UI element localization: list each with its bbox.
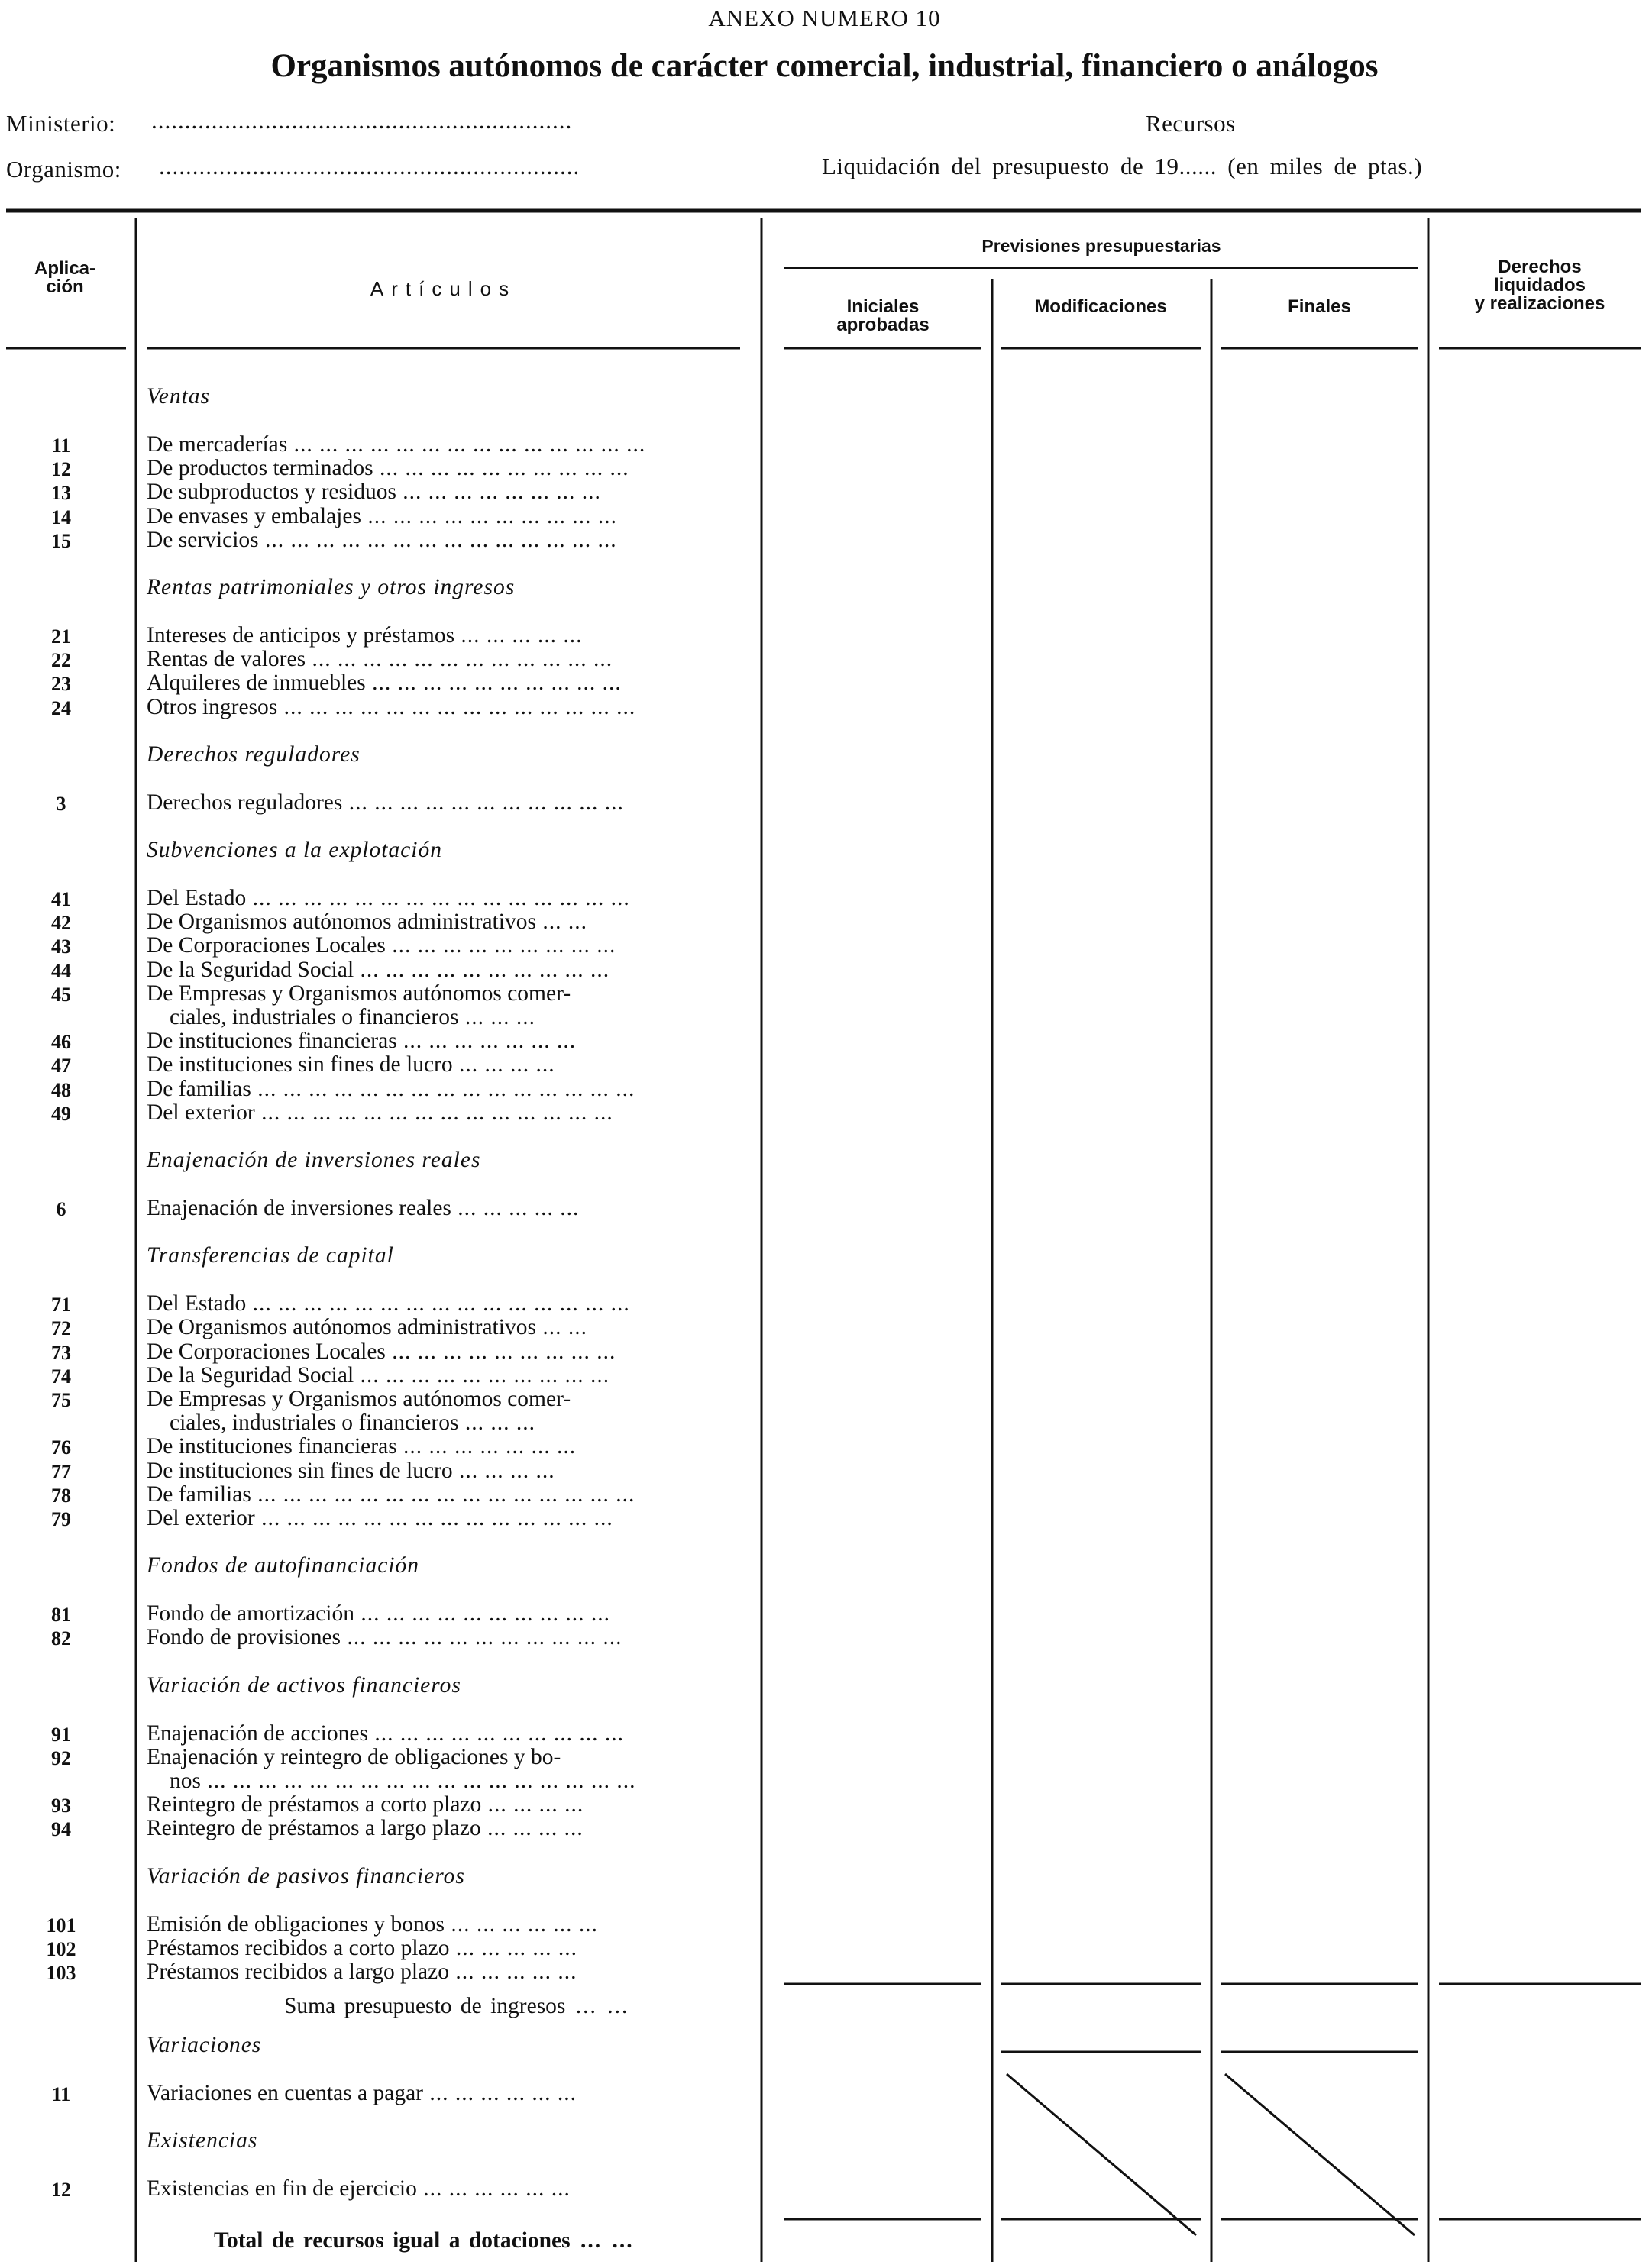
row-article-text: De familias: [147, 1076, 251, 1101]
row-code: 46: [51, 1031, 71, 1054]
row-article-text: De servicios: [147, 527, 259, 552]
row-article-text: De familias: [147, 1481, 251, 1507]
leader-dots: ... ... ... ... ... ... ... ... ... ...: [373, 456, 629, 481]
row-article: [147, 1292, 742, 1316]
total-label: Total de recursos igual a dotaciones ... ...: [214, 2228, 634, 2253]
row-article-text: De Organismos autónomos administrativos: [147, 1315, 536, 1340]
row-article-text: Intereses de anticipos y préstamos: [147, 623, 455, 648]
section-title: Transferencias de capital: [147, 1243, 394, 1268]
row-code: 48: [51, 1078, 71, 1101]
row-article: [170, 1769, 765, 1793]
row-article-text: De instituciones sin fines de lucro: [147, 1458, 453, 1483]
leader-dots: ... ... ... ...: [481, 1792, 584, 1817]
row-article-text: Derechos reguladores: [147, 790, 343, 815]
row-code: 47: [51, 1055, 71, 1077]
section-title: Enajenación de inversiones reales: [147, 1148, 481, 1172]
row-article-text: Otros ingresos: [147, 694, 278, 719]
strike-modificaciones: [1007, 2074, 1196, 2235]
row-code: 49: [51, 1102, 71, 1125]
row-article-text: De la Seguridad Social: [147, 1362, 354, 1388]
row-article: [147, 1793, 742, 1817]
leader-dots: ... ... ... ... ... ... ... ... ... ... ...: [342, 790, 624, 815]
row-article: [147, 1746, 742, 1769]
section-title: Variaciones: [147, 2033, 262, 2057]
row-article-text: Enajenación de acciones: [147, 1720, 368, 1746]
organismo-blank: ...............................................................: [159, 153, 580, 179]
row-code: 75: [51, 1389, 71, 1411]
row-article: [147, 1602, 742, 1626]
row-article: [147, 457, 742, 480]
row-article-text: Préstamos recibidos a corto plazo: [147, 1935, 450, 1960]
row-code: 79: [51, 1508, 71, 1530]
leader-dots: ... ... ... ... ... ... ... ... ... ... ... ... ... ...: [254, 1506, 613, 1530]
row-code: 13: [51, 482, 71, 505]
section-title: Existencias: [147, 2128, 258, 2153]
row-article: [147, 1817, 742, 1840]
row-code: 103: [46, 1962, 76, 1984]
row-article: [147, 1626, 742, 1649]
row-code: 21: [51, 625, 71, 648]
leader-dots: ... ... ...: [458, 1410, 535, 1436]
leader-dots: ... ... ... ... ... ... ... ... ... ... ... ...: [306, 647, 613, 672]
row-article: [147, 505, 742, 528]
row-article: [147, 1937, 742, 1960]
row-article: [147, 934, 742, 958]
section-title: Fondos de autofinanciación: [147, 1553, 420, 1578]
row-code: 73: [51, 1341, 71, 1364]
row-article-text: Del Estado: [147, 886, 247, 910]
row-code: 3: [56, 792, 66, 815]
leader-dots: ... ... ...: [458, 1005, 535, 1029]
row-article: [147, 910, 742, 934]
row-code: 11: [51, 2083, 71, 2105]
row-code: 12: [51, 2179, 71, 2202]
row-article-text: De instituciones financieras: [147, 1434, 397, 1459]
leader-dots: ... ... ... ... ... ... ... ... ... ... ...: [341, 1625, 622, 1650]
row-article: [147, 648, 742, 671]
row-article: [147, 1435, 742, 1459]
leader-dots: ... ... ... ... ... ... ... ... ... ... ... ... ... ...: [258, 527, 617, 552]
aplicacion-header: Aplica- ción: [34, 258, 95, 297]
row-article-text: De Empresas y Organismos autónomos comer-: [147, 981, 571, 1006]
leader-dots: ... ... ... ... ... ... ... ... ... ... ... ... ... ...: [277, 694, 636, 719]
row-code: 74: [51, 1365, 71, 1388]
row-code: 23: [51, 673, 71, 696]
row-code: 6: [56, 1198, 66, 1220]
leader-dots: ... ... ... ... ... ...: [445, 1911, 599, 1937]
row-article-text: De la Seguridad Social: [147, 957, 354, 982]
leader-dots: ... ... ... ... ... ... ...: [396, 1434, 577, 1459]
row-code: 102: [46, 1937, 76, 1960]
row-code: 76: [51, 1436, 71, 1459]
leader-dots: ... ... ... ... ... ... ... ... ... ...: [354, 957, 610, 982]
leader-dots: ... ... ... ... ...: [454, 623, 583, 648]
row-article-text: Del exterior: [147, 1506, 255, 1530]
row-article-text: ciales, industriales o financieros: [170, 1410, 459, 1436]
row-article-text: Enajenación de inversiones reales: [147, 1196, 451, 1220]
leader-dots: ... ... ... ... ... ... ... ...: [396, 480, 601, 505]
leader-dots: ... ... ... ... ... ... ... ... ... ...: [367, 1720, 624, 1746]
row-article-text: Fondo de provisiones: [147, 1625, 341, 1650]
ministerio-blank: ...............................................................: [151, 107, 573, 134]
row-article: [147, 887, 742, 910]
row-article: [147, 1507, 742, 1530]
row-article: [147, 1316, 742, 1339]
row-article: [147, 624, 742, 648]
leader-dots: ... ... ... ...: [452, 1458, 555, 1483]
section-title: Variación de activos financieros: [147, 1672, 461, 1698]
leader-dots: ... ... ... ... ... ... ... ... ... ... ... ... ... ... ...: [251, 1481, 635, 1507]
row-code: 45: [51, 983, 71, 1006]
row-article: [147, 671, 742, 695]
organismo-label: Organismo:: [6, 156, 121, 183]
row-article-text: nos: [170, 1769, 201, 1793]
leader-dots: ... ... ... ... ... ... ... ... ...: [385, 1339, 616, 1364]
row-article-text: De productos terminados: [147, 456, 373, 481]
leader-dots: ... ... ... ... ... ... ... ... ... ... ... ... ... ...: [287, 432, 646, 457]
strike-finales: [1225, 2074, 1415, 2235]
row-article: [147, 2082, 742, 2105]
row-article-text: De instituciones sin fines de lucro: [147, 1052, 453, 1077]
row-article-text: De Empresas y Organismos autónomos comer-: [147, 1387, 571, 1411]
row-code: 92: [51, 1746, 71, 1769]
leader-dots: ... ...: [535, 1315, 587, 1340]
row-code: 41: [51, 888, 71, 910]
leader-dots: ... ... ... ... ... ... ... ... ... ...: [361, 503, 617, 528]
iniciales-header: Iniciales aprobadas: [836, 296, 930, 335]
leader-dots: ... ... ... ... ... ... ... ... ... ... ... ... ... ...: [254, 1100, 613, 1125]
row-code: 22: [51, 649, 71, 672]
row-article: [147, 1053, 742, 1077]
leader-dots: ... ... ... ... ... ... ...: [396, 1029, 577, 1054]
row-article: [147, 1388, 742, 1411]
section-title: Variación de pasivos financieros: [147, 1863, 465, 1888]
row-article-text: Préstamos recibidos a largo plazo: [147, 1959, 449, 1984]
row-article: [147, 1722, 742, 1746]
leader-dots: ... ... ... ... ...: [448, 1959, 577, 1984]
row-article-text: Fondo de amortización: [147, 1601, 354, 1627]
row-code: 24: [51, 696, 71, 719]
ministerio-label: Ministerio:: [6, 110, 116, 137]
row-code: 94: [51, 1818, 71, 1841]
derechos-header: Derechos liquidados y realizaciones: [1474, 257, 1605, 314]
subtotal-label: Suma presupuesto de ingresos ... ...: [284, 1994, 629, 2018]
row-code: 72: [51, 1317, 71, 1340]
section-title: Rentas patrimoniales y otros ingresos: [147, 575, 516, 599]
row-article-text: Del Estado: [147, 1291, 247, 1317]
row-article: [147, 480, 742, 504]
row-code: 82: [51, 1627, 71, 1650]
row-article: [147, 1077, 742, 1101]
row-article: [147, 958, 742, 982]
row-code: 12: [51, 458, 71, 481]
finales-header: Finales: [1288, 296, 1351, 317]
row-article-text: Enajenación y reintegro de obligaciones y bo-: [147, 1744, 561, 1769]
row-article-text: Reintegro de préstamos a corto plazo: [147, 1792, 482, 1817]
leader-dots: ... ... ... ... ... ... ... ... ... ... ... ... ... ... ...: [251, 1076, 635, 1101]
leader-dots: ... ... ... ... ... ... ... ... ... ... ... ... ... ... ... ... ...: [200, 1769, 636, 1793]
leader-dots: ... ... ... ... ... ... ... ... ... ...: [354, 1601, 610, 1627]
row-article-text: Del exterior: [147, 1100, 255, 1125]
leader-dots: ... ... ... ... ... ...: [416, 2176, 571, 2202]
row-code: 81: [51, 1604, 71, 1627]
modificaciones-header: Modificaciones: [1034, 296, 1167, 317]
row-article-text: ciales, industriales o financieros: [170, 1005, 459, 1029]
row-code: 101: [46, 1914, 76, 1937]
row-article: [147, 1483, 742, 1507]
row-code: 93: [51, 1795, 71, 1817]
row-article-text: Rentas de valores: [147, 647, 306, 672]
row-code: 15: [51, 529, 71, 552]
leader-dots: ... ... ... ... ...: [451, 1196, 580, 1220]
section-title: Derechos reguladores: [147, 741, 361, 767]
row-article: [147, 791, 742, 815]
row-code: 42: [51, 912, 71, 935]
leader-dots: ... ... ... ... ... ... ... ... ... ... ... ... ... ... ...: [246, 1291, 630, 1317]
row-article: [147, 696, 742, 719]
row-article: [147, 1340, 742, 1364]
row-code: 71: [51, 1294, 71, 1317]
row-article-text: Variaciones en cuentas a pagar: [147, 2081, 424, 2105]
row-article: [147, 1197, 742, 1220]
row-article: [147, 2177, 742, 2201]
row-code: 44: [51, 959, 71, 982]
row-article: [147, 1364, 742, 1388]
row-article: [147, 1101, 742, 1125]
section-title: Ventas: [147, 384, 211, 409]
row-article-text: De Organismos autónomos administrativos: [147, 909, 536, 935]
row-article: [147, 528, 742, 552]
row-article-text: De mercaderías: [147, 432, 288, 457]
leader-dots: ... ...: [535, 909, 587, 935]
leader-dots: ... ... ... ... ... ...: [423, 2081, 577, 2105]
row-article: [170, 1411, 765, 1435]
page-title: Organismos autónomos de carácter comercial, industrial, financiero o análogos: [270, 48, 1379, 84]
row-code: 77: [51, 1460, 71, 1483]
row-article-text: De instituciones financieras: [147, 1029, 397, 1054]
row-article-text: Reintegro de préstamos a largo plazo: [147, 1816, 481, 1841]
row-article: [147, 1459, 742, 1483]
recursos-label: Recursos: [1146, 110, 1236, 137]
row-article-text: De Corporaciones Locales: [147, 933, 386, 958]
leader-dots: ... ... ... ... ... ... ... ... ... ...: [354, 1362, 610, 1388]
row-article: [147, 1960, 742, 1984]
leader-dots: ... ... ... ...: [452, 1052, 555, 1077]
row-article-text: De subproductos y residuos: [147, 480, 396, 505]
row-article-text: De envases y embalajes: [147, 503, 361, 528]
leader-dots: ... ... ... ... ... ... ... ... ...: [385, 933, 616, 958]
row-article-text: Emisión de obligaciones y bonos: [147, 1911, 445, 1937]
row-code: 43: [51, 935, 71, 958]
row-article-text: De Corporaciones Locales: [147, 1339, 386, 1364]
leader-dots: ... ... ... ... ... ... ... ... ... ... ... ... ... ... ...: [246, 886, 630, 910]
row-article: [147, 1029, 742, 1053]
row-article-text: Alquileres de inmuebles: [147, 670, 366, 696]
leader-dots: ... ... ... ... ...: [449, 1935, 577, 1960]
row-article: [147, 1913, 742, 1937]
annex-number: ANEXO NUMERO 10: [708, 5, 941, 31]
liquidacion-label: Liquidación del presupuesto de 19...... (en miles de ptas.): [822, 153, 1423, 179]
row-code: 14: [51, 506, 71, 528]
row-code: 11: [51, 435, 71, 457]
row-article: [147, 982, 742, 1006]
articulos-header: Artículos: [370, 277, 517, 300]
row-code: 91: [51, 1723, 71, 1746]
leader-dots: ... ... ... ...: [480, 1816, 584, 1841]
row-article-text: Existencias en fin de ejercicio: [147, 2176, 417, 2202]
row-code: 78: [51, 1484, 71, 1507]
row-article: [147, 433, 742, 457]
leader-dots: ... ... ... ... ... ... ... ... ... ...: [365, 670, 622, 696]
previsiones-header: Previsiones presupuestarias: [981, 236, 1221, 256]
section-title: Subvenciones a la explotación: [147, 838, 442, 862]
row-article: [170, 1006, 765, 1029]
